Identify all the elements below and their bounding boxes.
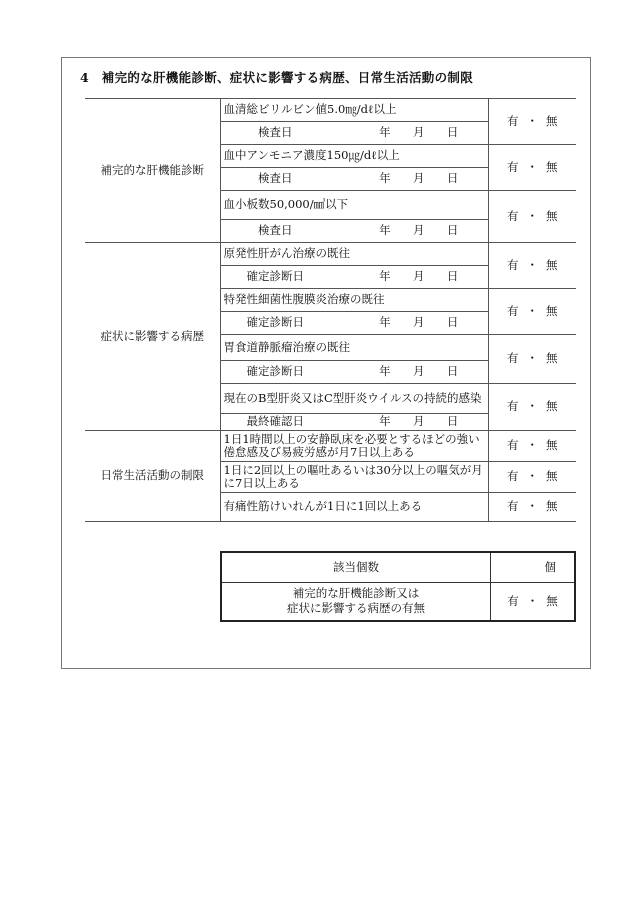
yes-no-choice[interactable]: 有 ・ 無 (488, 335, 576, 384)
date-field[interactable]: 年 月 日 (330, 168, 488, 191)
yes-no-choice[interactable]: 有 ・ 無 (488, 384, 576, 431)
test-date-label: 検査日 (220, 168, 330, 191)
category-history: 症状に影響する病歴 (85, 243, 220, 431)
summary-table (220, 551, 576, 622)
yes-no-choice[interactable]: 有 ・ 無 (488, 243, 576, 289)
yes-no-choice[interactable]: 有 ・ 無 (488, 191, 576, 243)
count-label: 該当個数 (221, 552, 491, 582)
count-field[interactable]: 個 (491, 552, 575, 582)
daily-item-1: 1日1時間以上の安静臥床を必要とするほどの強い倦怠感及び易疲労感が月7日以上ある (220, 431, 488, 462)
yes-no-choice[interactable]: 有 ・ 無 (488, 431, 576, 462)
confirm-date-label: 最終確認日 (220, 414, 330, 431)
history-item-1: 原発性肝がん治療の既往 (220, 243, 488, 266)
liver-item-3: 血小板数50,000/㎣以下 (220, 191, 488, 220)
liver-item-1: 血清総ビリルビン値5.0㎎/dℓ以上 (220, 99, 488, 122)
date-field[interactable]: 年 月 日 (330, 220, 488, 243)
yes-no-choice[interactable]: 有 ・ 無 (488, 289, 576, 335)
date-field[interactable]: 年 月 日 (330, 361, 488, 384)
yes-no-choice[interactable]: 有 ・ 無 (488, 493, 576, 522)
history-item-4: 現在のB型肝炎又はC型肝炎ウイルスの持続的感染 (220, 384, 488, 414)
test-date-label: 検査日 (220, 220, 330, 243)
daily-item-3: 有痛性筋けいれんが1日に1回以上ある (220, 493, 488, 522)
date-field[interactable]: 年 月 日 (330, 122, 488, 145)
yes-no-choice[interactable]: 有 ・ 無 (491, 582, 575, 621)
yes-no-choice[interactable]: 有 ・ 無 (488, 145, 576, 191)
diagnosis-date-label: 確定診断日 (220, 312, 330, 335)
daily-item-2: 1日に2回以上の嘔吐あるいは30分以上の嘔気が月に7日以上ある (220, 462, 488, 493)
yes-no-choice[interactable]: 有 ・ 無 (488, 462, 576, 493)
history-item-2: 特発性細菌性腹膜炎治療の既往 (220, 289, 488, 312)
date-field[interactable]: 年 月 日 (330, 312, 488, 335)
section-heading: 4 補完的な肝機能診断、症状に影響する病歴、日常生活活動の制限 (80, 70, 473, 85)
date-field[interactable]: 年 月 日 (330, 266, 488, 289)
category-daily-activity: 日常生活活動の制限 (85, 431, 220, 522)
assessment-table (85, 98, 576, 522)
presence-label: 補完的な肝機能診断又は 症状に影響する病歴の有無 (221, 582, 491, 621)
yes-no-choice[interactable]: 有 ・ 無 (488, 99, 576, 145)
liver-item-2: 血中アンモニア濃度150㎍/dℓ以上 (220, 145, 488, 168)
history-item-3: 胃食道静脈瘤治療の既往 (220, 335, 488, 361)
test-date-label: 検査日 (220, 122, 330, 145)
diagnosis-date-label: 確定診断日 (220, 266, 330, 289)
category-liver: 補完的な肝機能診断 (85, 99, 220, 243)
diagnosis-date-label: 確定診断日 (220, 361, 330, 384)
date-field[interactable]: 年 月 日 (330, 414, 488, 431)
